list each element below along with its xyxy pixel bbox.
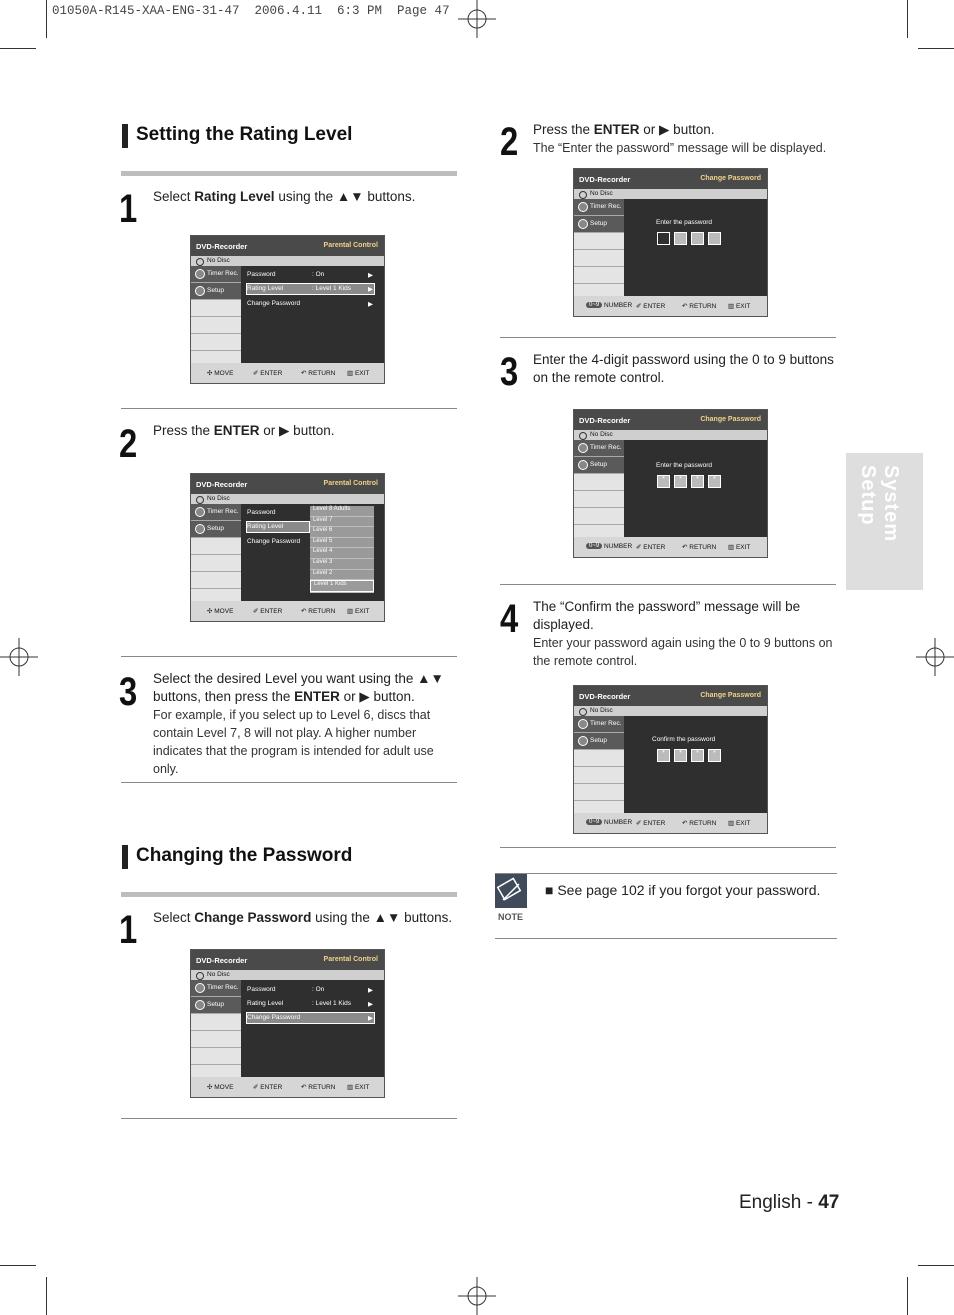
section-title-password: Changing the Password xyxy=(122,845,352,867)
level-option[interactable]: Level 5 xyxy=(310,538,374,548)
divider xyxy=(121,408,457,409)
note-label: NOTE xyxy=(498,912,524,922)
disc-icon xyxy=(196,972,204,980)
screen-enter-password-filled: DVD-Recorder Change Password No Disc Timer Rec. Setup Enter the password * * * * 0~9 NUMBER ✐ ENTER ↶ RETURN ▥ EXIT xyxy=(573,409,768,558)
setup-gear-icon xyxy=(195,524,205,534)
divider xyxy=(500,584,836,585)
crop-mark xyxy=(907,1277,908,1315)
note-text: ■ See page 102 if you forgot your password. xyxy=(545,882,821,898)
disc-icon xyxy=(579,432,587,440)
crop-mark xyxy=(0,1265,36,1266)
registration-mark-icon xyxy=(916,638,954,676)
timer-icon xyxy=(578,443,588,453)
disc-icon xyxy=(579,191,587,199)
timer-icon xyxy=(195,269,205,279)
timer-icon xyxy=(578,202,588,212)
timer-icon xyxy=(578,719,588,729)
level-option[interactable]: Level 4 xyxy=(310,548,374,558)
note-pencil-icon xyxy=(495,874,527,908)
level-list xyxy=(310,506,374,593)
note-box xyxy=(495,873,837,939)
password-digit-box[interactable]: * xyxy=(708,475,721,488)
password-digit-box[interactable]: * xyxy=(657,749,670,762)
step-number: 3 xyxy=(119,670,138,714)
level-option[interactable]: Level 8 Adults xyxy=(310,506,374,516)
setup-gear-icon xyxy=(578,736,588,746)
level-option[interactable]: Level 1 Kids xyxy=(310,580,374,592)
disc-icon xyxy=(196,496,204,504)
password-digit-box[interactable]: * xyxy=(708,749,721,762)
side-tab-label: System Setup xyxy=(857,465,902,543)
page-footer: English - 47 xyxy=(739,1192,840,1213)
registration-mark-icon xyxy=(458,0,496,38)
step-number: 1 xyxy=(119,908,138,952)
registration-mark-icon xyxy=(0,638,38,676)
screen-change-password-select: DVD-Recorder Parental Control No Disc Timer Rec. Setup Password : On ▶ Rating Level : Level 1 Kids ▶ Change Password ▶ ✣ MOVE ✐ ENTER ↶ RETURN ▥ EXIT xyxy=(190,949,385,1098)
password-digit-box[interactable] xyxy=(691,232,704,245)
screen-confirm-password: DVD-Recorder Change Password No Disc Timer Rec. Setup Confirm the password * * * * 0~9 NUMBER ✐ ENTER ↶ RETURN ▥ EXIT xyxy=(573,685,768,834)
password-digit-box[interactable]: * xyxy=(691,475,704,488)
step-text: Press the ENTER or ▶ button. The “Enter the password” message will be displayed. xyxy=(533,122,827,155)
level-option[interactable]: Level 7 xyxy=(310,517,374,527)
password-digit-box[interactable] xyxy=(657,232,670,245)
disc-icon xyxy=(579,708,587,716)
setup-gear-icon xyxy=(195,1000,205,1010)
screen-rating-levels: DVD-Recorder Parental Control No Disc Timer Rec. Setup Password Rating Level Change Password Level 8 Adults Level 7 Level 6 Level 5 Level 4 Level 3 Level 2 Level 1 Kids ✣ MOVE ✐ ENTER ↶ RETURN ▥ EXIT xyxy=(190,473,385,622)
section-side-tab xyxy=(846,453,923,590)
step-number: 1 xyxy=(119,187,138,231)
setup-gear-icon xyxy=(578,219,588,229)
step-number: 4 xyxy=(500,597,519,641)
password-digit-box[interactable]: * xyxy=(691,749,704,762)
password-digit-box[interactable]: * xyxy=(674,475,687,488)
crop-mark xyxy=(907,0,908,38)
section-rule xyxy=(121,892,457,897)
step-number: 3 xyxy=(500,350,519,394)
crop-mark xyxy=(46,0,47,38)
step-text: Enter the 4-digit password using the 0 to 9 buttons on the remote control. xyxy=(533,352,834,385)
setup-gear-icon xyxy=(578,460,588,470)
step-text: Select the desired Level you want using the ▲▼ buttons, then press the ENTER or ▶ button. For example, if you select up to Level 6, discs that contain Level 7, 8 will not play. A higher number indicates that the program is intended for adult use only. xyxy=(153,671,444,776)
step-text: The “Confirm the password” message will be displayed. Enter your password again using the 0 to 9 buttons on the remote control. xyxy=(533,599,833,668)
screen-enter-password-empty: DVD-Recorder Change Password No Disc Timer Rec. Setup Enter the password 0~9 NUMBER ✐ ENTER ↶ RETURN ▥ EXIT xyxy=(573,168,768,317)
divider xyxy=(500,847,836,848)
step-text: Select Change Password using the ▲▼ buttons. xyxy=(153,910,453,925)
crop-mark xyxy=(46,1277,47,1315)
divider xyxy=(121,656,457,657)
section-rule xyxy=(121,171,457,176)
divider xyxy=(121,782,457,783)
crop-mark xyxy=(918,48,954,49)
password-digit-box[interactable]: * xyxy=(674,749,687,762)
registration-mark-icon xyxy=(458,1277,496,1315)
password-digit-box[interactable] xyxy=(674,232,687,245)
screen-parental-control: DVD-Recorder Parental Control No Disc Timer Rec. Setup Password : On ▶ Rating Level : Level 1 Kids ▶ Change Password ▶ ✣ MOVE ✐ ENTER ↶ RETURN ▥ EXIT xyxy=(190,235,385,384)
crop-mark xyxy=(918,1265,954,1266)
setup-gear-icon xyxy=(195,286,205,296)
level-option[interactable]: Level 3 xyxy=(310,559,374,569)
password-digit-box[interactable]: * xyxy=(657,475,670,488)
password-digit-box[interactable] xyxy=(708,232,721,245)
timer-icon xyxy=(195,983,205,993)
divider xyxy=(500,337,836,338)
crop-mark xyxy=(0,48,36,49)
step-number: 2 xyxy=(500,120,519,164)
step-text: Select Rating Level using the ▲▼ buttons. xyxy=(153,189,416,204)
level-option[interactable]: Level 2 xyxy=(310,570,374,580)
divider xyxy=(121,1118,457,1119)
step-text: Press the ENTER or ▶ button. xyxy=(153,423,335,438)
step-number: 2 xyxy=(119,422,138,466)
timer-icon xyxy=(195,507,205,517)
print-header: 01050A-R145-XAA-ENG-31-47 2006.4.11 6:3 PM Page 47 xyxy=(52,4,450,18)
disc-icon xyxy=(196,258,204,266)
section-title-rating: Setting the Rating Level xyxy=(122,124,352,146)
level-option[interactable]: Level 6 xyxy=(310,527,374,537)
